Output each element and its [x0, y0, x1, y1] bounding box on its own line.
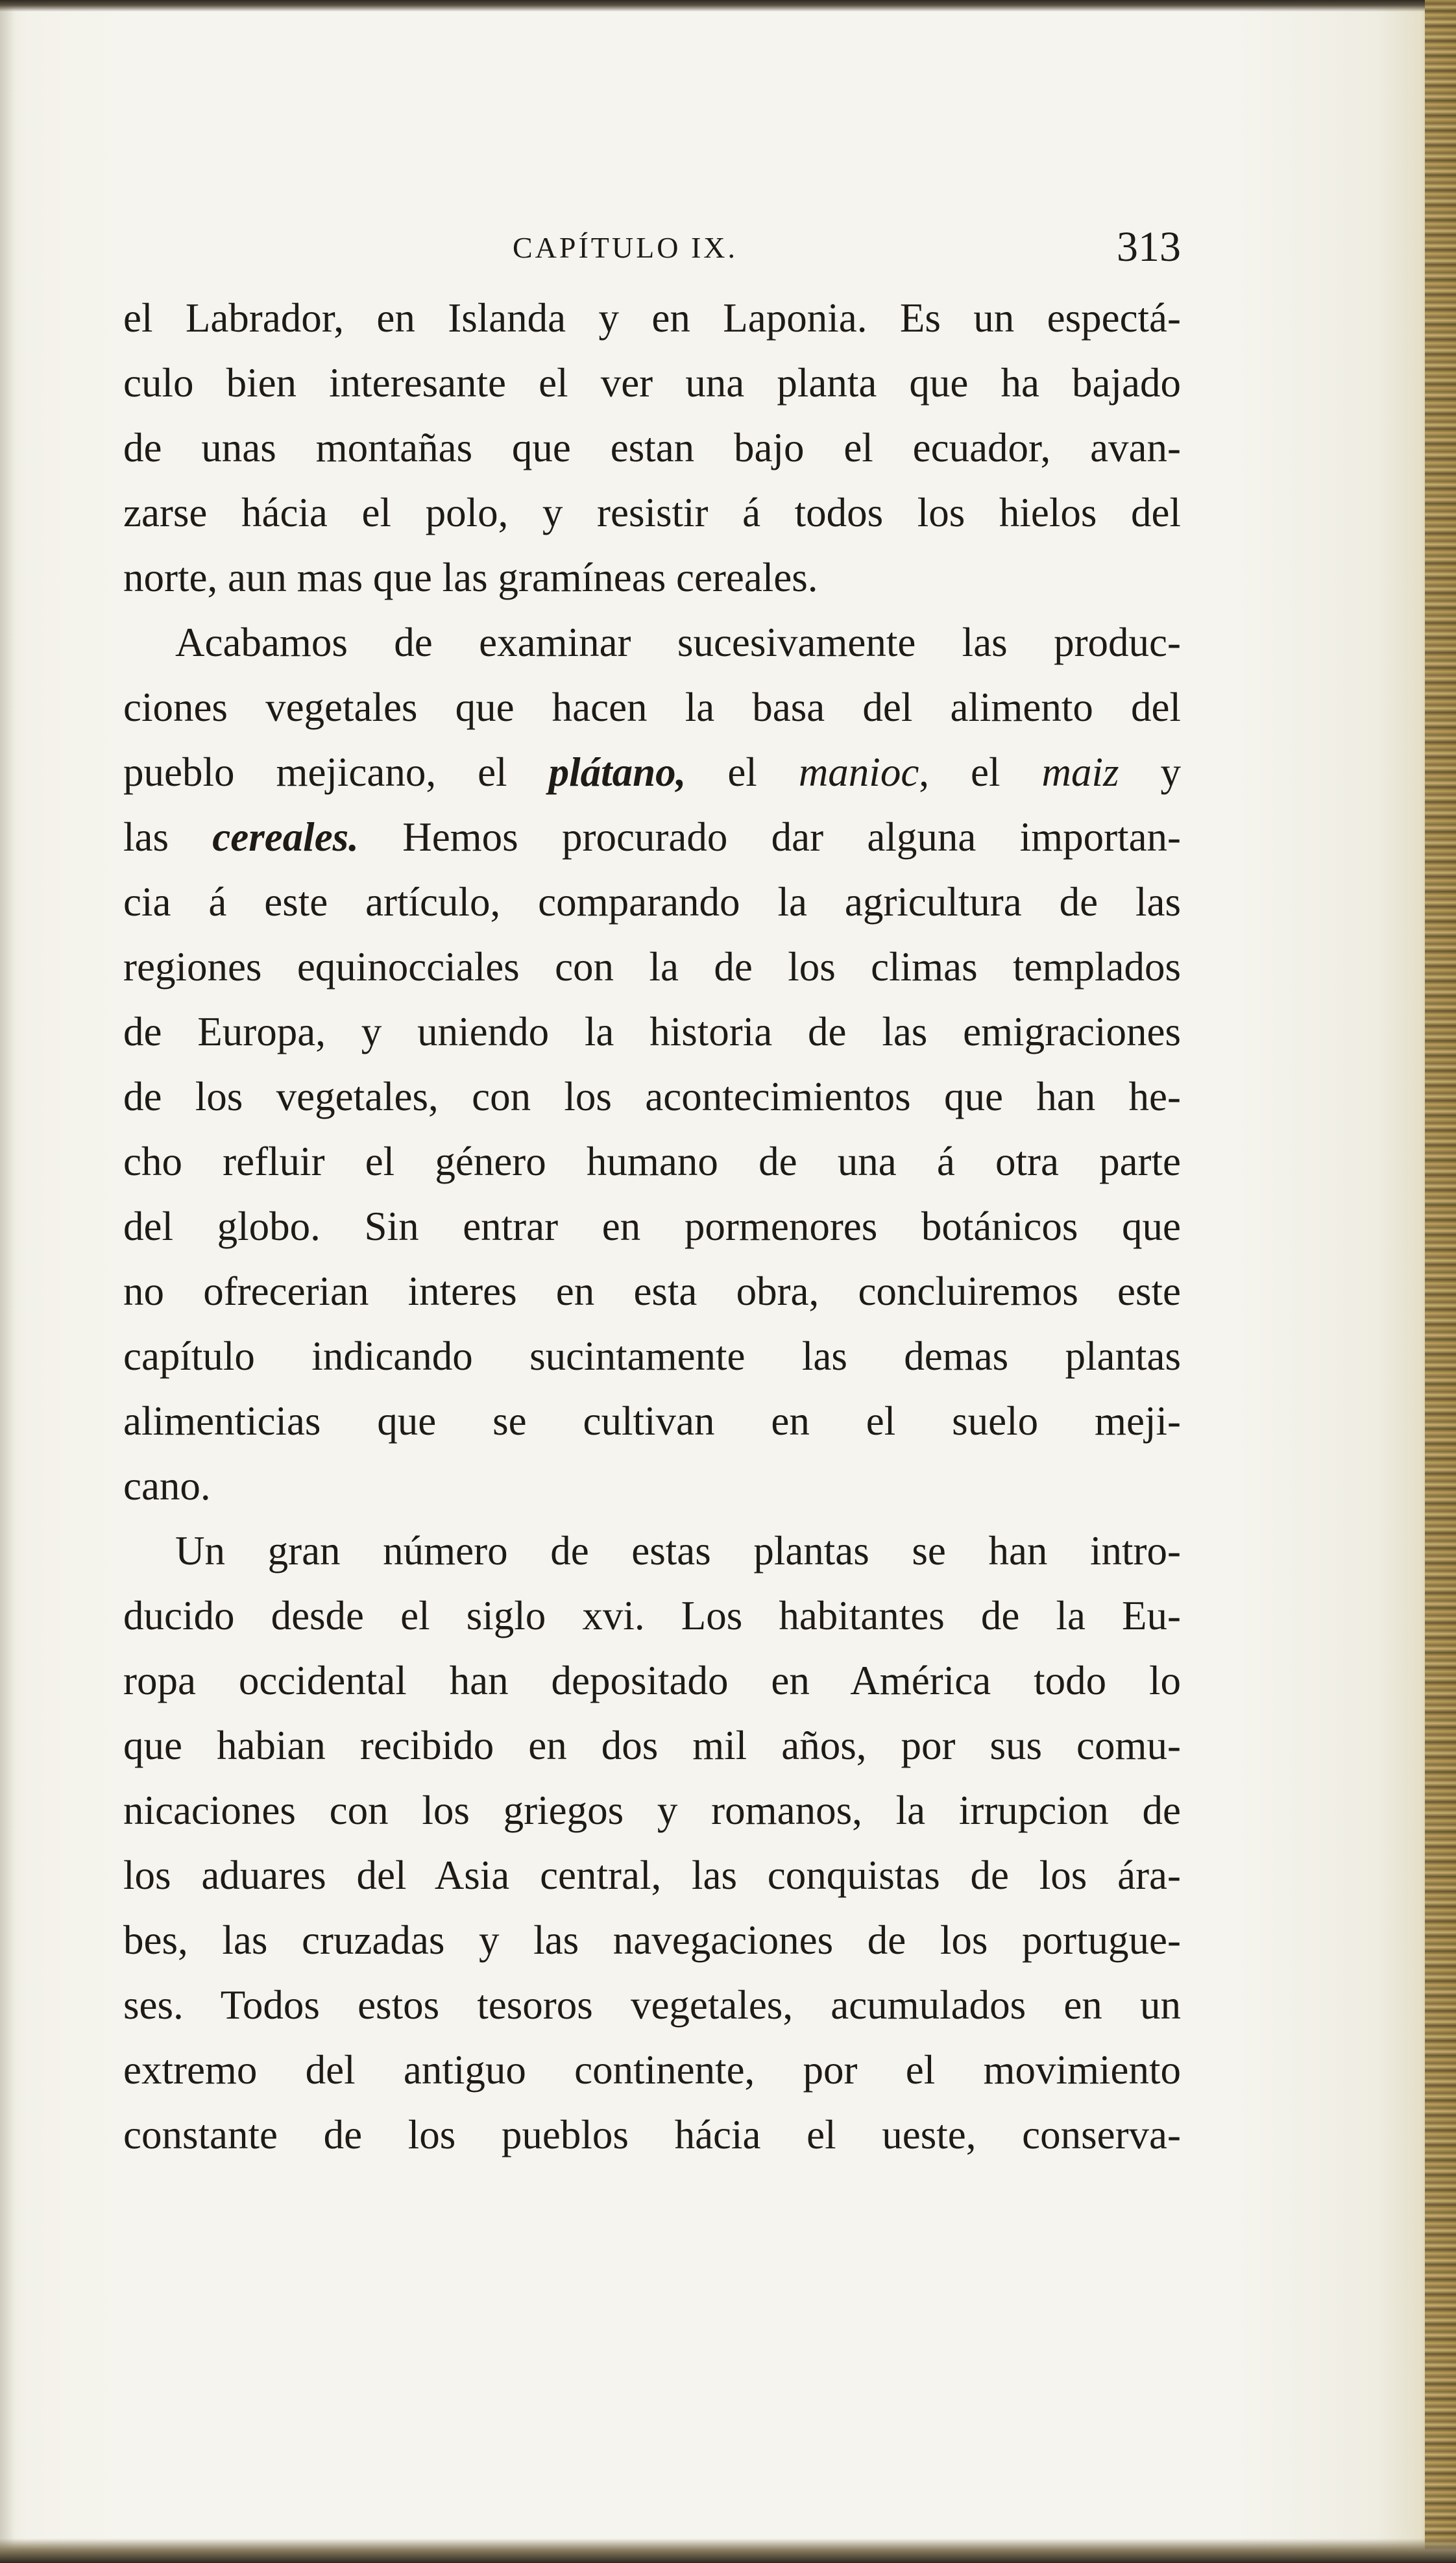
text-line: no ofrecerian interes en esta obra, concluiremos este: [123, 1269, 1181, 1314]
text-line: cano.: [123, 1463, 211, 1509]
text-line: ropa occidental han depositado en América todo lo: [123, 1658, 1181, 1703]
emphasis-term: cereales.: [212, 814, 359, 860]
text-line: ducido desde el siglo xvi. Los habitantes de la Eu-: [123, 1593, 1181, 1638]
text-line: ses. Todos estos tesoros vegetales, acumulados en un: [123, 1982, 1181, 2028]
text-line: capítulo indicando sucintamente las demas plantas: [123, 1333, 1181, 1379]
text-line: norte, aun mas que las gramíneas cereales.: [123, 555, 818, 600]
text-line: regiones equinocciales con la de los climas templados: [123, 944, 1181, 990]
page-top-edge: [0, 0, 1456, 12]
text-line: que habian recibido en dos mil años, por sus comu-: [123, 1723, 1181, 1768]
text-line: las cereales. Hemos procurado dar alguna importan-: [123, 814, 1182, 860]
page-gilt-edge: [1425, 0, 1456, 2563]
text-line: alimenticias que se cultivan en el suelo meji-: [123, 1398, 1181, 1444]
text-line: bes, las cruzadas y las navegaciones de los portugue-: [123, 1917, 1181, 1963]
page-gutter-shadow: [0, 0, 14, 2563]
emphasis-term: manioc: [798, 749, 919, 795]
text-line: extremo del antiguo continente, por el movimiento: [123, 2047, 1181, 2093]
text-line: ciones vegetales que hacen la basa del alimento del: [123, 685, 1181, 730]
running-head: [513, 224, 1200, 276]
text-line: de Europa, y uniendo la historia de las emigraciones: [123, 1009, 1181, 1054]
text-line: los aduares del Asia central, las conquistas de los ára-: [123, 1852, 1181, 1898]
text-line: de unas montañas que estan bajo el ecuador, avan-: [123, 425, 1181, 470]
text-line: de los vegetales, con los acontecimientos que han he-: [123, 1074, 1181, 1119]
emphasis-term: plátano,: [548, 749, 686, 795]
text-line: constante de los pueblos hácia el ueste, conserva-: [123, 2112, 1181, 2157]
text-line: nicaciones con los griegos y romanos, la irrupcion de: [123, 1788, 1181, 1833]
text-line: cia á este artículo, comparando la agricultura de las: [123, 879, 1181, 925]
text-line: culo bien interesante el ver una planta que ha bajado: [123, 360, 1181, 406]
emphasis-term: maiz: [1041, 749, 1119, 795]
text-line: el Labrador, en Islanda y en Laponia. Es un espectá-: [123, 295, 1181, 341]
text-line: zarse hácia el polo, y resistir á todos los hielos del: [123, 490, 1181, 535]
paragraph-start-line: Un gran número de estas plantas se han intro-: [175, 1528, 1181, 1573]
text-line: del globo. Sin entrar en pormenores botánicos que: [123, 1204, 1181, 1249]
chapter-heading: CAPÍTULO IX.: [513, 231, 738, 264]
body-text: [123, 285, 1181, 2167]
text-line: pueblo mejicano, el plátano, el manioc, el maiz y: [123, 749, 1182, 795]
page-bottom-edge: [0, 2538, 1456, 2563]
page-number: 313: [1117, 223, 1181, 271]
paragraph-start-line: Acabamos de examinar sucesivamente las produc-: [175, 620, 1181, 665]
text-line: cho refluir el género humano de una á otra parte: [123, 1139, 1181, 1184]
